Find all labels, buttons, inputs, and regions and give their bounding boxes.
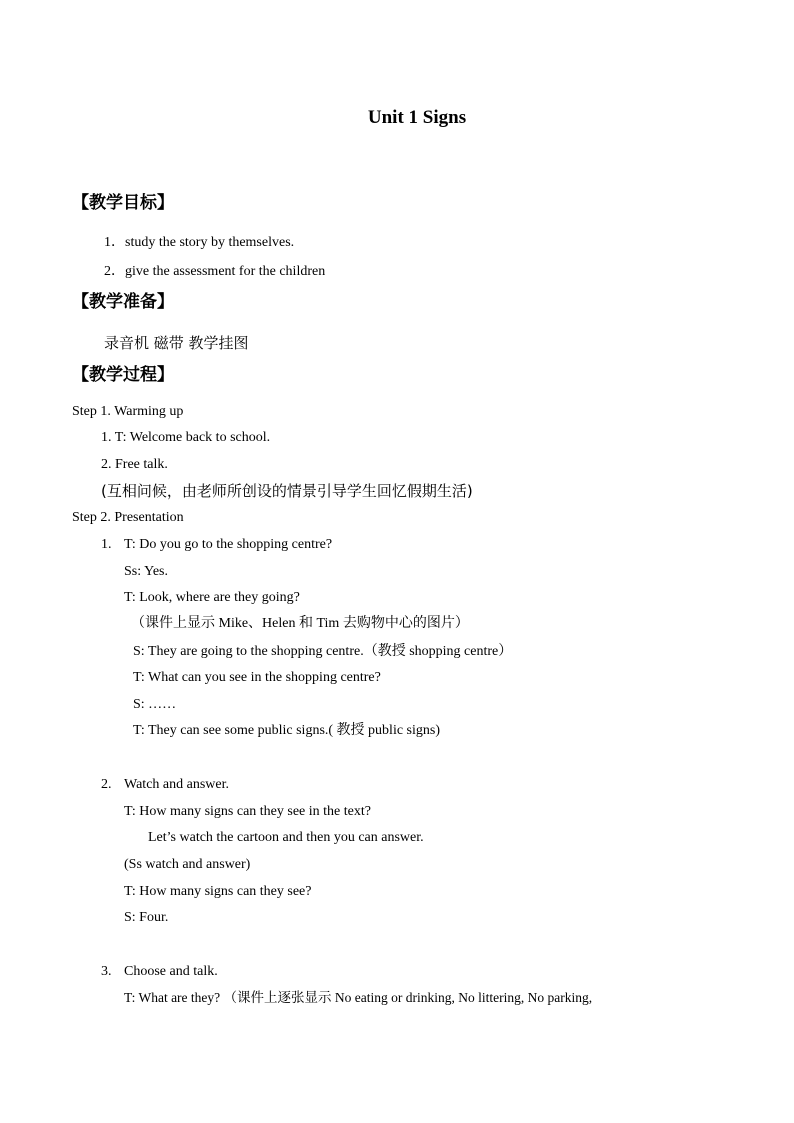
page-title: Unit 1 Signs bbox=[367, 107, 467, 128]
dialogue-line: T: What are they? （课件上逐张显示 No eating or drinking, No littering, No parking, bbox=[124, 990, 593, 1005]
dialogue-line: T: Look, where are they going? bbox=[124, 590, 300, 605]
dialogue-line: T: Do you go to the shopping centre? bbox=[124, 537, 333, 552]
dialogue-line: S: …… bbox=[133, 697, 177, 712]
dialogue-line: S: They are going to the shopping centre.（教授 shopping centre） bbox=[133, 644, 513, 659]
step2-heading: Step 2. Presentation bbox=[72, 510, 184, 525]
step1-line: 2. Free talk. bbox=[101, 457, 168, 472]
dialogue-line: T: They can see some public signs.( 教授 public signs) bbox=[133, 723, 440, 738]
dialogue-line: S: Four. bbox=[124, 910, 169, 925]
list-number: 1. bbox=[101, 537, 112, 552]
section-heading-process: 【教学过程】 bbox=[72, 365, 174, 385]
dialogue-line: T: What can you see in the shopping centre? bbox=[133, 670, 381, 685]
objective-item: 1．study the story by themselves. bbox=[104, 235, 295, 250]
dialogue-line: Ss: Yes. bbox=[124, 564, 168, 579]
dialogue-line: （课件上显示 Mike、Helen 和 Tim 去购物中心的图片） bbox=[131, 616, 469, 631]
dialogue-line: (Ss watch and answer) bbox=[124, 857, 251, 872]
dialogue-line: T: How many signs can they see in the text? bbox=[124, 804, 371, 819]
step1-line: 1. T: Welcome back to school. bbox=[101, 430, 271, 445]
section-heading-objectives: 【教学目标】 bbox=[72, 193, 174, 213]
dialogue-line: Let’s watch the cartoon and then you can answer. bbox=[148, 830, 424, 845]
section-heading-preparation: 【教学准备】 bbox=[72, 292, 174, 312]
dialogue-line: Watch and answer. bbox=[124, 777, 229, 792]
list-number: 3. bbox=[101, 964, 112, 979]
list-number: 2. bbox=[101, 777, 112, 792]
dialogue-line: T: How many signs can they see? bbox=[124, 884, 312, 899]
preparation-items: 录音机 磁带 教学挂图 bbox=[104, 334, 249, 352]
objective-item: 2．give the assessment for the children bbox=[104, 264, 326, 279]
step1-heading: Step 1. Warming up bbox=[72, 404, 184, 419]
step1-line: (互相问候，由老师所创设的情景引导学生回忆假期生活) bbox=[101, 482, 473, 500]
dialogue-line: Choose and talk. bbox=[124, 964, 218, 979]
